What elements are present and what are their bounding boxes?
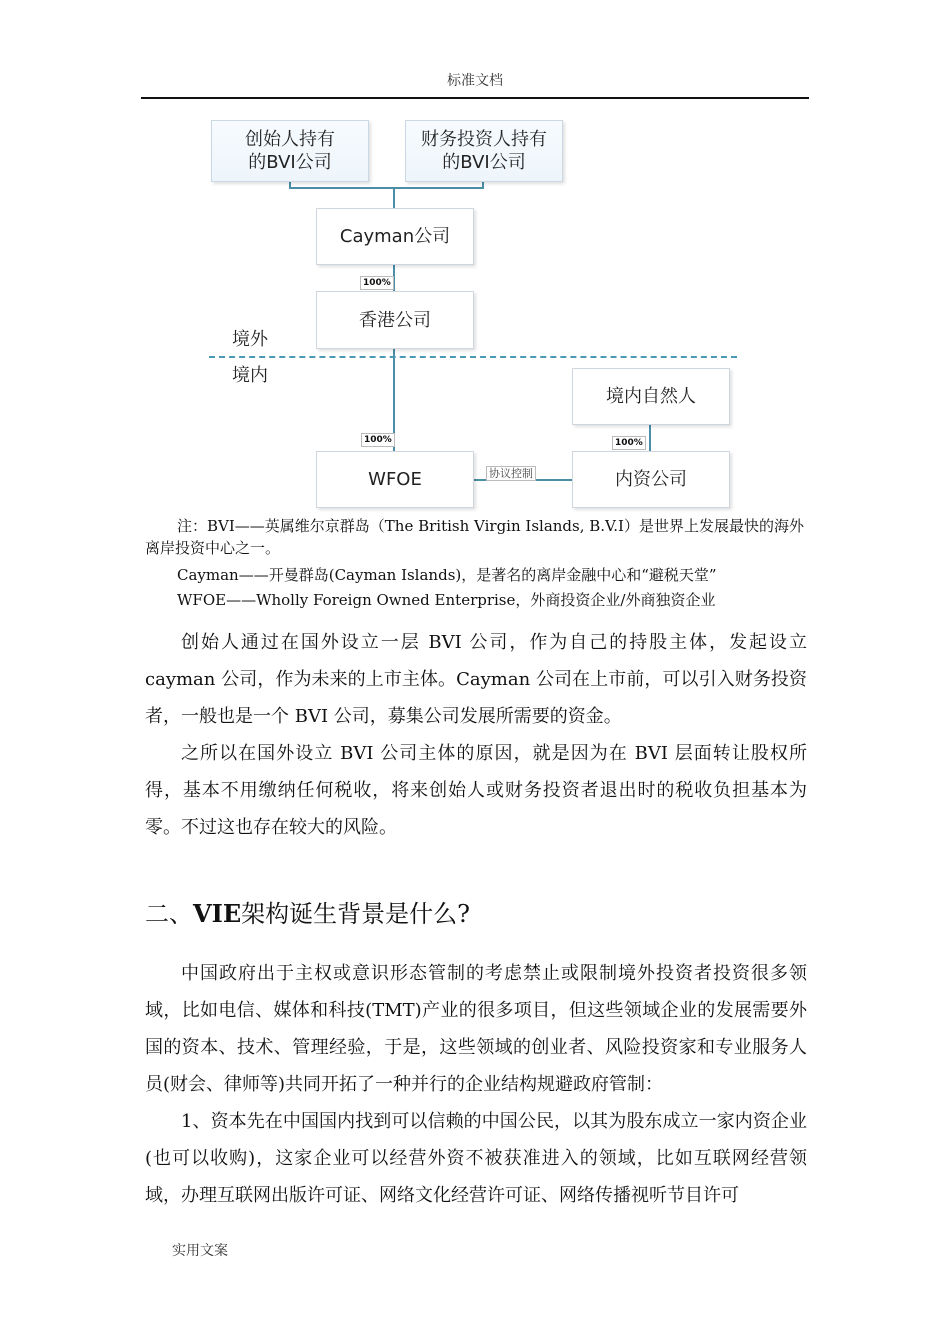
paragraph-background: 中国政府出于主权或意识形态管制的考虑禁止或限制境外投资者投资很多领域，比如电信、媒体和科技(TMT)产业的很多项目，但这些领域企业的发展需要外国的资本、技术、管理经验，于是，这些领域的创业者、风险投资家和专业服务人员(财会、律师等)共同开拓了一种并行的企业结构规避政府管制：	[145, 963, 807, 1095]
note-bvi: 注：BVI——英属维尔京群岛（The British Virgin Islands, B.V.I）是世界上发展最快的海外离岸投资中心之一。	[145, 517, 804, 557]
connector-person-company	[649, 425, 651, 452]
note-wfoe: WFOE——Wholly Foreign Owned Enterprise，外商投资企业/外商独资企业	[177, 591, 716, 609]
paragraph-step-1: 1、资本先在中国国内找到可以信赖的中国公民，以其为股东成立一家内资企业(也可以收购)，这家企业可以经营外资不被获准进入的领域，比如互联网经营领域，办理互联网出版许可证、网络文化经营许可证、网络传播视听节目许可	[145, 1111, 807, 1206]
box-founder-bvi: 创始人持有 的BVI公司	[211, 120, 369, 182]
note-cayman: Cayman——开曼群岛(Cayman Islands)，是著名的离岸金融中心和“避税天堂”	[177, 566, 717, 584]
pct-label-hk-wfoe: 100%	[361, 433, 395, 447]
paragraph-bvi-founder: 创始人通过在国外设立一层 BVI 公司，作为自己的持股主体，发起设立 cayman 公司，作为未来的上市主体。Cayman 公司在上市前，可以引入财务投资者，一般也是一个 BVI 公司，募集公司发展所需要的资金。	[145, 632, 807, 727]
paragraph-bvi-reason: 之所以在国外设立 BVI 公司主体的原因，就是因为在 BVI 层面转让股权所得，基本不用缴纳任何税收，将来创始人或财务投资者退出时的税收负担基本为零。不过这也存在较大的风险。	[145, 743, 807, 838]
region-label-inside: 境内	[232, 365, 268, 386]
box-domestic-person: 境内自然人	[572, 368, 730, 425]
box-investor-bvi: 财务投资人持有 的BVI公司	[405, 120, 563, 182]
box-hk: 香港公司	[316, 291, 474, 349]
header-title: 标准文档	[447, 73, 503, 89]
section-heading	[145, 896, 470, 932]
box-domestic-company: 内资公司	[572, 451, 730, 508]
box-wfoe: WFOE	[316, 451, 474, 508]
agreement-control-label: 协议控制	[486, 466, 536, 481]
section-heading-bold: VIE	[193, 899, 242, 928]
footer-text: 实用文案	[172, 1243, 228, 1259]
connector-to-cayman	[393, 187, 395, 209]
connector-bvi-horizontal	[289, 187, 484, 189]
region-label-outside: 境外	[232, 329, 268, 350]
pct-label-person-company: 100%	[612, 436, 646, 450]
box-cayman: Cayman公司	[316, 208, 474, 265]
border-dashed-line	[209, 356, 737, 358]
section-heading-rest: 架构诞生背景是什么?	[241, 900, 471, 928]
vie-structure-diagram	[141, 110, 809, 515]
header-rule	[141, 97, 809, 99]
pct-label-cayman-hk: 100%	[360, 276, 394, 290]
section-heading-prefix: 二、	[145, 900, 193, 928]
